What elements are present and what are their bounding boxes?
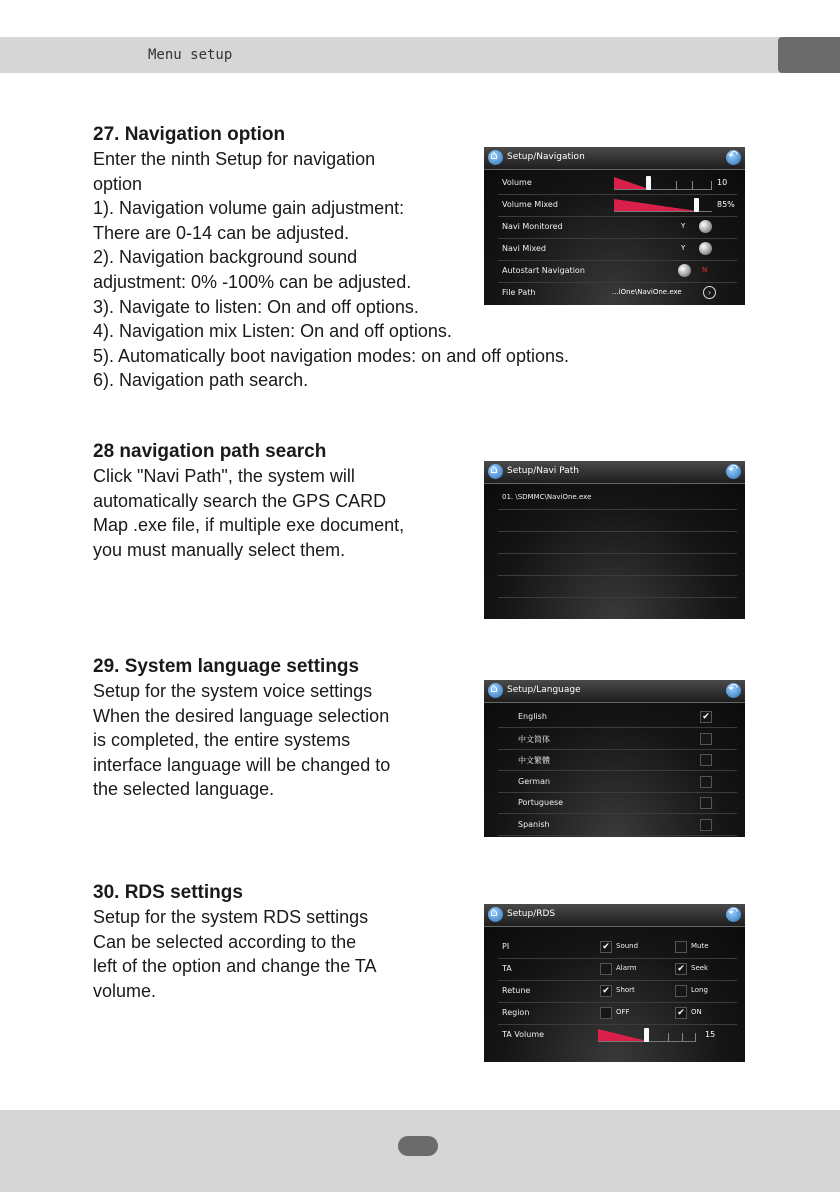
section-line: 4). Navigation mix Listen: On and off options. [93,321,452,342]
home-icon[interactable] [488,150,503,165]
header-tab [778,37,840,73]
page-footer [0,1110,840,1192]
language-label: Portuguese [518,798,564,807]
language-label: 中文简体 [518,734,550,744]
rds-checkbox[interactable]: ✔ [600,985,612,997]
section-line: Can be selected according to the [93,931,357,952]
section-heading: 29. System language settings [93,656,360,677]
section-rds-settings [93,881,377,1003]
row-label: Navi Monitored [502,222,563,231]
row-label: TA Volume [502,1030,545,1039]
section-line: There are 0-14 can be adjusted. [93,222,350,243]
row-ta-volume [498,1024,737,1046]
language-option[interactable] [498,771,737,793]
language-checkbox[interactable] [700,819,712,831]
screen-title: Setup/Navigation [507,152,585,162]
rds-checkbox[interactable] [600,1007,612,1019]
rds-checkbox[interactable] [675,985,687,997]
navi-mixed-state: Y [681,244,686,252]
home-icon[interactable] [488,907,503,922]
navi-monitored-state: Y [681,222,686,230]
ta-volume-slider[interactable] [598,1029,696,1041]
rds-row-label: PI [502,942,510,951]
home-icon[interactable] [488,464,503,479]
back-icon[interactable] [726,464,741,479]
rds-option-label: OFF [616,1008,630,1016]
list-item [498,509,737,532]
navi-monitored-toggle[interactable] [699,220,712,233]
language-option[interactable] [498,814,737,836]
screen-setup-navi-path [484,461,745,619]
list-item [498,553,737,576]
language-option[interactable] [498,792,737,814]
rds-option-label: Short [616,986,635,994]
rds-row [498,958,737,981]
language-label: German [518,776,551,786]
language-option[interactable] [498,728,737,750]
row-volume [498,172,737,195]
section-line: Enter the ninth Setup for navigation [93,149,376,169]
list-item[interactable] [498,487,737,510]
header-title: Menu setup [148,47,233,63]
rds-row-label: Region [502,1008,530,1017]
row-navi-monitored [498,216,737,239]
volume-mixed-slider[interactable] [614,199,712,211]
section-line: left of the option and change the TA [93,956,377,977]
page-number-tab [398,1136,438,1156]
section-heading: 28 navigation path search [93,441,327,462]
file-path-value: ...iOne\NaviOne.exe [612,288,682,296]
screen-setup-navigation [484,147,745,305]
section-line: Setup for the system RDS settings [93,907,369,927]
chevron-right-icon[interactable]: › [703,286,716,299]
section-line: 1). Navigation volume gain adjustment: [93,198,405,219]
back-icon[interactable] [726,907,741,922]
rds-option-label: Seek [691,964,709,972]
language-checkbox[interactable] [700,797,712,809]
rds-row-label: TA [502,964,512,973]
section-line: 6). Navigation path search. [93,370,309,391]
autostart-toggle[interactable] [678,264,691,277]
row-navi-mixed [498,238,737,261]
section-line: Click "Navi Path", the system will [93,466,355,486]
rds-option-label: Sound [616,942,639,950]
rds-checkbox[interactable] [675,941,687,953]
rds-checkbox[interactable]: ✔ [675,963,687,975]
path-item: 01. \SDMMC\NaviOne.exe [502,493,592,501]
page-header [0,37,840,73]
rds-option-label: Long [691,986,708,994]
rds-row [498,936,737,959]
row-label: Autostart Navigation [502,266,585,275]
navi-mixed-toggle[interactable] [699,242,712,255]
language-checkbox[interactable] [700,733,712,745]
row-file-path [498,282,737,304]
home-icon[interactable] [488,683,503,698]
ta-volume-value: 15 [705,1030,716,1039]
row-label: Navi Mixed [502,244,546,253]
back-icon[interactable] [726,150,741,165]
row-label: Volume Mixed [502,200,558,209]
row-volume-mixed [498,194,737,217]
screen-setup-language [484,680,745,837]
rds-row [498,1002,737,1025]
list-item [498,575,737,598]
rds-option-label: Alarm [616,964,637,972]
rds-option-label: ON [691,1008,702,1016]
screen-titlebar [484,147,745,170]
screen-title: Setup/Language [507,685,581,695]
rds-row-label: Retune [502,986,531,995]
slider-fill [598,1029,647,1041]
section-line: Map .exe file, if multiple exe document, [93,515,405,536]
slider-fill [614,177,649,189]
volume-mixed-value: 85% [717,200,735,209]
section-heading: 27. Navigation option [93,124,286,145]
rds-row [498,980,737,1003]
section-line: adjustment: 0% -100% can be adjusted. [93,271,412,292]
language-label: English [518,712,547,721]
screen-title: Setup/Navi Path [507,466,579,476]
screen-title: Setup/RDS [507,909,556,919]
rds-checkbox[interactable]: ✔ [675,1007,687,1019]
section-line: option [93,173,143,194]
section-line: the selected language. [93,779,275,800]
section-line: 3). Navigate to listen: On and off options. [93,296,419,317]
section-line: When the desired language selection [93,705,390,726]
section-line: you must manually select them. [93,539,346,560]
slider-fill [614,199,697,211]
slider-thumb[interactable] [644,1028,649,1042]
language-option[interactable] [498,749,737,771]
back-icon[interactable] [726,683,741,698]
section-line: automatically search the GPS CARD [93,490,387,511]
language-checkbox[interactable]: ✔ [700,711,712,723]
row-label: File Path [502,288,536,297]
language-option[interactable] [498,706,737,728]
section-line: is completed, the entire systems [93,730,351,751]
section-line: Setup for the system voice settings [93,681,373,701]
rds-checkbox[interactable]: ✔ [600,941,612,953]
section-line: 2). Navigation background sound [93,247,358,268]
section-line: interface language will be changed to [93,754,391,775]
row-autostart-navigation [498,260,737,283]
slider-thumb[interactable] [646,176,651,190]
volume-value: 10 [717,178,728,187]
section-navigation-path-search [93,440,404,562]
screen-setup-rds [484,904,745,1062]
screen-titlebar [484,904,745,927]
language-label: Spanish [518,819,550,829]
rds-option-label: Mute [691,942,709,950]
section-system-language [93,655,390,802]
language-checkbox[interactable] [700,776,712,788]
screen-titlebar [484,680,745,703]
list-item [498,531,737,554]
language-label: 中文繁體 [518,756,550,765]
row-label: Volume [502,178,532,187]
volume-slider[interactable] [614,177,712,189]
section-heading: 30. RDS settings [93,882,243,903]
screen-titlebar [484,461,745,484]
language-checkbox[interactable] [700,754,712,766]
rds-checkbox[interactable] [600,963,612,975]
autostart-state: N [702,266,708,274]
section-line: 5). Automatically boot navigation modes: on and off options. [93,345,569,366]
section-line: volume. [93,980,157,1001]
slider-thumb[interactable] [694,198,699,212]
